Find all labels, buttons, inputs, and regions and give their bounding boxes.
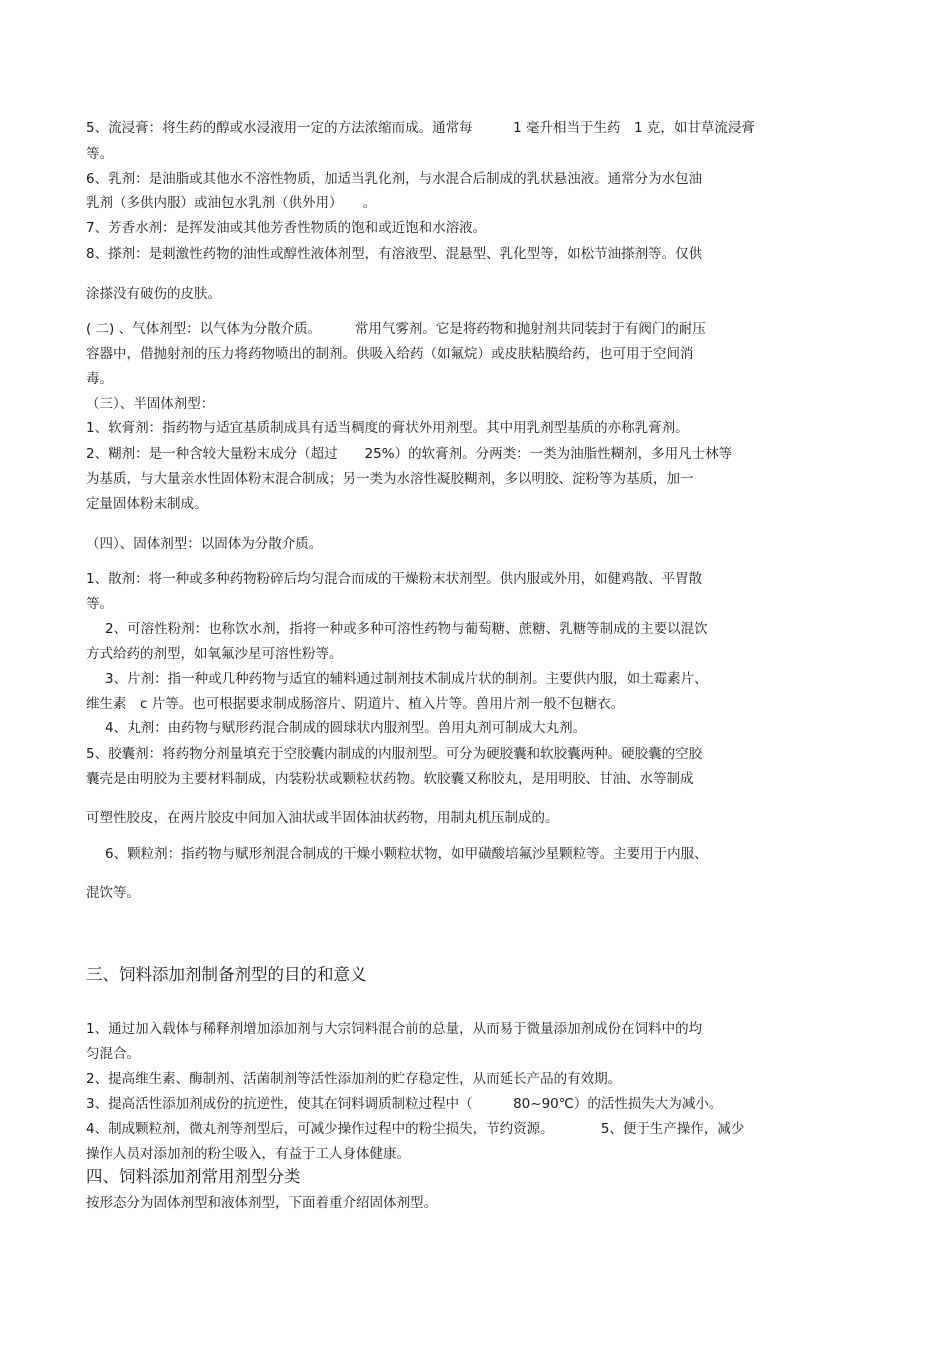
paragraph-line: 囊壳是由明胶为主要材料制成，内装粉状或颗粒状药物。软胶囊又称胶丸，是用明胶、甘油、水等制成 — [86, 771, 694, 787]
paragraph-line: 乳剂（多供内服）或油包水乳剂（供外用） 。 — [86, 195, 377, 211]
paragraph-line: 5、流浸膏：将生药的醇或水浸液用一定的方法浓缩而成。通常每 1 毫升相当于生药 1 克，如甘草流浸膏 — [86, 120, 755, 136]
section-heading: 三、饲料添加剂制备剂型的目的和意义 — [86, 965, 367, 984]
paragraph-line: 为基质，与大量亲水性固体粉末混合制成；另一类为水溶性凝胶糊剂，多以明胶、淀粉等为基质，加一 — [86, 471, 694, 487]
paragraph-line: 4、丸剂：由药物与赋形药混合制成的圆球状内服剂型。兽用丸剂可制成大丸剂。 — [105, 720, 587, 736]
paragraph-line: 3、提高活性添加剂成份的抗逆性，使其在饲料调质制粒过程中（ 80~90℃）的活性损失大为减小。 — [86, 1096, 723, 1112]
paragraph-line: 3、片剂：指一种或几种药物与适宜的辅料通过制剂技术制成片状的制剂。主要供内服，如土霉素片、 — [105, 671, 708, 687]
paragraph-line: 4、制成颗粒剂，微丸剂等剂型后，可减少操作过程中的粉尘损失，节约资源。 5、便于生产操作，减少 — [86, 1121, 745, 1137]
paragraph-line: 混饮等。 — [86, 885, 140, 901]
paragraph-line: 匀混合。 — [86, 1046, 140, 1062]
section-heading: 四、饲料添加剂常用剂型分类 — [86, 1167, 301, 1186]
paragraph-line: 操作人员对添加剂的粉尘吸入，有益于工人身体健康。 — [86, 1146, 410, 1162]
paragraph-line: 6、乳剂：是油脂或其他水不溶性物质，加适当乳化剂，与水混合后制成的乳状悬浊液。通常分为水包油 — [86, 171, 703, 187]
paragraph-line: 容器中，借抛射剂的压力将药物喷出的制剂。供吸入给药（如氟烷）或皮肤粘膜给药，也可用于空间消 — [86, 346, 694, 362]
paragraph-line: 等。 — [86, 596, 113, 612]
paragraph-line: 方式给药的剂型，如氧氟沙星可溶性粉等。 — [86, 646, 343, 662]
paragraph-line: 2、糊剂：是一种含较大量粉末成分（超过 25%）的软膏剂。分两类：一类为油脂性糊剂，多用凡士林等 — [86, 446, 733, 462]
paragraph-line: 7、芳香水剂：是挥发油或其他芳香性物质的饱和或近饱和水溶液。 — [86, 220, 487, 236]
paragraph-line: 8、搽剂：是刺激性药物的油性或醇性液体剂型，有溶液型、混悬型、乳化型等，如松节油搽剂等。仅供 — [86, 246, 703, 262]
paragraph-line: 维生素 c 片等。也可根据要求制成肠溶片、阴道片、植入片等。兽用片剂一般不包糖衣。 — [86, 696, 625, 712]
paragraph-line: 1、软膏剂：指药物与适宜基质制成具有适当稠度的膏状外用剂型。其中用乳剂型基质的亦称乳膏剂。 — [86, 420, 689, 436]
paragraph-line: 5、胶囊剂：将药物分剂量填充于空胶囊内制成的内服剂型。可分为硬胶囊和软胶囊两种。硬胶囊的空胶 — [86, 746, 703, 762]
paragraph-line: 按形态分为固体剂型和液体剂型，下面着重介绍固体剂型。 — [86, 1195, 437, 1211]
paragraph-line: 2、可溶性粉剂：也称饮水剂，指将一种或多种可溶性药物与葡萄糖、蔗糖、乳糖等制成的主要以混饮 — [105, 621, 708, 637]
paragraph-line: 6、颗粒剂：指药物与赋形剂混合制成的干燥小颗粒状物，如甲磺酸培氟沙星颗粒等。主要用于内服、 — [105, 846, 708, 862]
paragraph-line: ( 二) 、气体剂型：以气体为分散介质。 常用气雾剂。它是将药物和抛射剂共同装封于有阀门的耐压 — [86, 321, 706, 337]
paragraph-line: 毒。 — [86, 371, 113, 387]
paragraph-line: 等。 — [86, 146, 113, 162]
paragraph-line: 定量固体粉末制成。 — [86, 496, 208, 512]
paragraph-line: 涂搽没有破伤的皮肤。 — [86, 286, 221, 302]
paragraph-line: 1、散剂：将一种或多种药物粉碎后均匀混合而成的干燥粉末状剂型。供内服或外用，如健鸡散、平胃散 — [86, 571, 703, 587]
subsection-heading: （三）、半固体剂型： — [86, 396, 215, 412]
paragraph-line: 2、提高维生素、酶制剂、活菌制剂等活性添加剂的贮存稳定性，从而延长产品的有效期。 — [86, 1071, 622, 1087]
paragraph-line: 1、通过加入载体与稀释剂增加添加剂与大宗饲料混合前的总量，从而易于微量添加剂成份在饲料中的均 — [86, 1021, 703, 1037]
paragraph-line: 可塑性胶皮，在两片胶皮中间加入油状或半固体油状药物，用制丸机压制成的。 — [86, 810, 559, 826]
subsection-heading: （四）、固体剂型：以固体为分散介质。 — [86, 536, 323, 552]
